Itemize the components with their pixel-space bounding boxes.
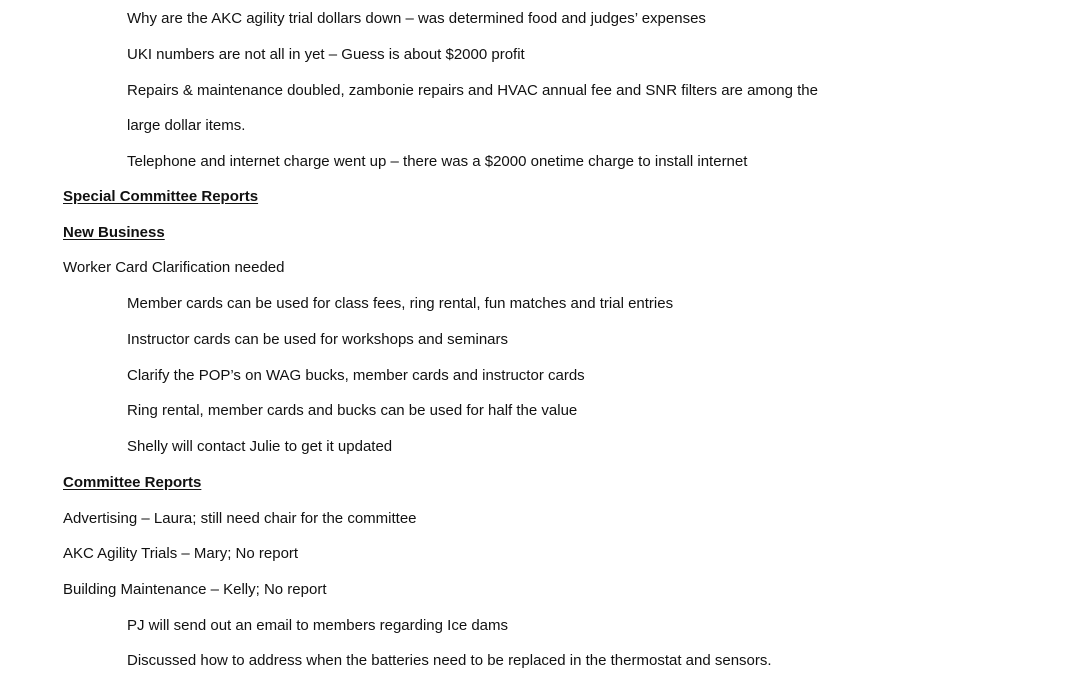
text-line-shelly-julie: Shelly will contact Julie to get it updated (127, 438, 393, 455)
text-line-akc-agility-trials: AKC Agility Trials – Mary; No report (63, 545, 299, 562)
text-line-member-cards: Member cards can be used for class fees, ring rental, fun matches and trial entries (127, 295, 674, 312)
text-line-batteries: Discussed how to address when the batteries need to be replaced in the thermostat and sensors. (127, 652, 772, 669)
heading-new-business: New Business (63, 224, 165, 241)
text-line-agility-dollars: Why are the AKC agility trial dollars down – was determined food and judges’ expenses (127, 10, 706, 27)
text-line-building-maintenance: Building Maintenance – Kelly; No report (63, 581, 327, 598)
text-line-ice-dams: PJ will send out an email to members regarding Ice dams (127, 617, 509, 634)
text-line-repairs-maintenance: Repairs & maintenance doubled, zambonie repairs and HVAC annual fee and SNR filters are among the (127, 82, 818, 99)
text-line-advertising: Advertising – Laura; still need chair for the committee (63, 510, 417, 527)
text-line-ring-rental: Ring rental, member cards and bucks can be used for half the value (127, 402, 578, 419)
text-line-worker-card: Worker Card Clarification needed (63, 259, 285, 276)
text-line-clarify-pops: Clarify the POP’s on WAG bucks, member cards and instructor cards (127, 367, 585, 384)
text-line-instructor-cards: Instructor cards can be used for workshops and seminars (127, 331, 509, 348)
heading-special-committee-reports: Special Committee Reports (63, 188, 259, 205)
heading-committee-reports: Committee Reports (63, 474, 202, 491)
text-line-uki-numbers: UKI numbers are not all in yet – Guess is about $2000 profit (127, 46, 525, 63)
text-line-large-dollar-items: large dollar items. (127, 117, 246, 134)
text-line-telephone-internet: Telephone and internet charge went up – there was a $2000 onetime charge to install internet (127, 153, 748, 170)
